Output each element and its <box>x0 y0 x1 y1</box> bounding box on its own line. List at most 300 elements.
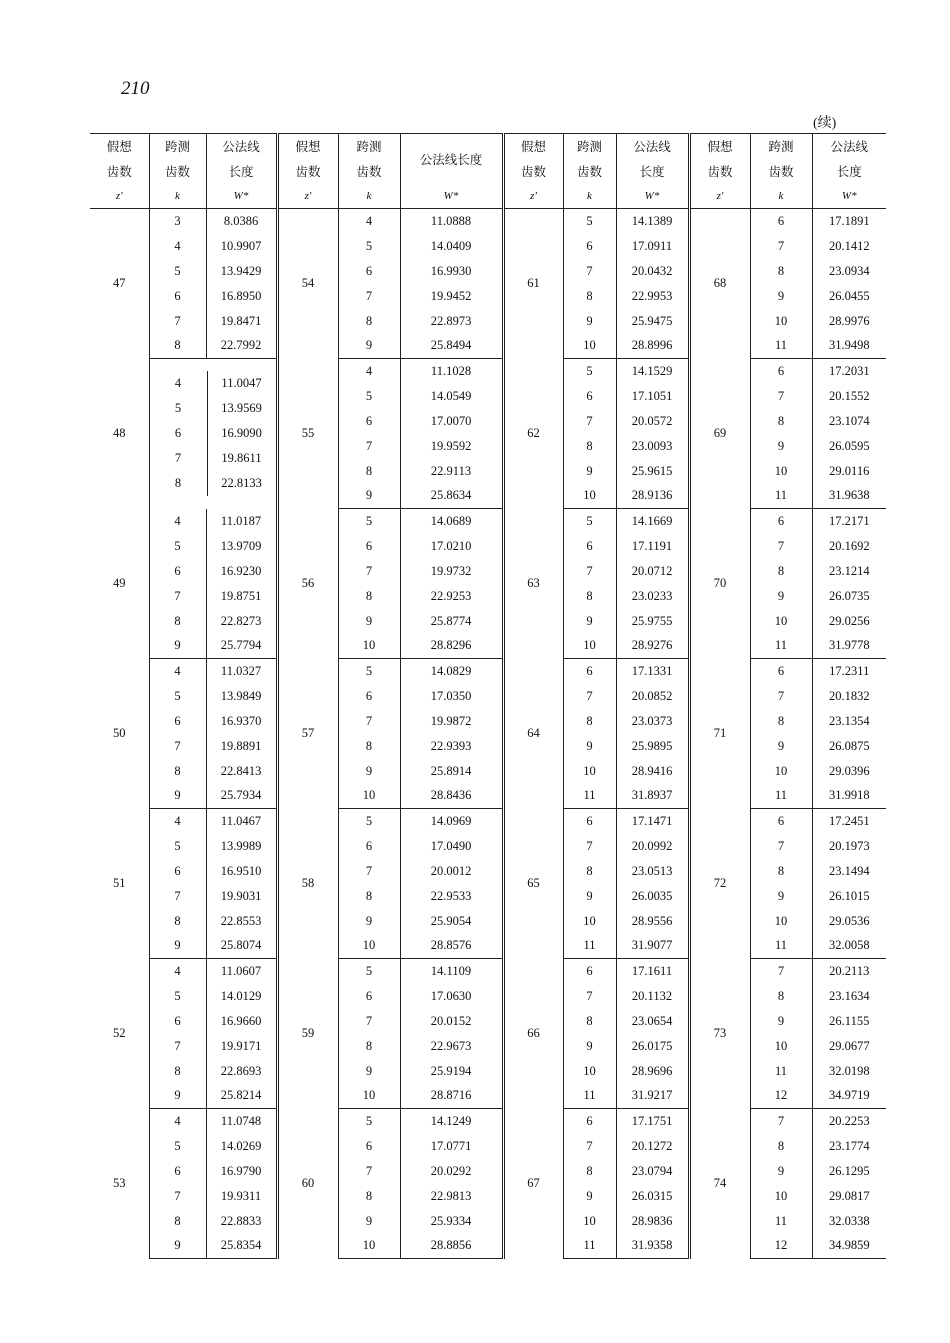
k-cell: 7 <box>563 684 616 709</box>
w-cell: 25.9194 <box>400 1059 503 1084</box>
w-cell: 17.0630 <box>400 984 503 1009</box>
k-cell: 9 <box>563 734 616 759</box>
k-cell: 7 <box>338 1159 400 1184</box>
k-cell: 8 <box>563 859 616 884</box>
k-cell: 10 <box>338 1084 400 1109</box>
w-cell: 22.8973 <box>400 309 503 334</box>
w-cell: 23.0373 <box>616 709 689 734</box>
w-cell: 14.0409 <box>400 234 503 259</box>
w-cell: 28.9976 <box>812 309 886 334</box>
z-prime-cell: 66 <box>503 959 563 1109</box>
w-cell: 16.9790 <box>206 1159 277 1184</box>
k-cell: 8 <box>149 759 206 784</box>
z-prime-cell: 58 <box>277 809 338 959</box>
k-cell: 9 <box>149 1084 206 1109</box>
k-cell: 12 <box>750 1234 812 1259</box>
k-cell: 6 <box>750 209 812 234</box>
table-row <box>90 209 886 234</box>
k-cell: 8 <box>563 1009 616 1034</box>
k-cell: 8 <box>563 709 616 734</box>
w-cell: 23.1214 <box>812 559 886 584</box>
k-cell: 8 <box>750 984 812 1009</box>
k-cell: 5 <box>338 1109 400 1134</box>
k-cell: 8 <box>563 284 616 309</box>
k-cell: 6 <box>750 509 812 534</box>
k-cell: 5 <box>563 209 616 234</box>
k-cell: 9 <box>338 1209 400 1234</box>
w-cell: 31.9638 <box>812 484 886 509</box>
k-cell: 8 <box>563 1159 616 1184</box>
k-cell: 8 <box>563 584 616 609</box>
w-cell: 11.0327 <box>206 659 277 684</box>
k-cell: 6 <box>149 1159 206 1184</box>
w-cell: 11.0187 <box>206 509 277 534</box>
k-cell: 5 <box>338 234 400 259</box>
table-row <box>90 509 886 534</box>
w-cell: 28.8716 <box>400 1084 503 1109</box>
table-row <box>90 1184 886 1209</box>
k-cell: 8 <box>149 1209 206 1234</box>
k-cell: 8 <box>750 859 812 884</box>
sub-row <box>150 421 276 446</box>
k-cell: 10 <box>750 459 812 484</box>
k-cell: 4 <box>149 659 206 684</box>
k-cell: 3 <box>149 209 206 234</box>
w-cell: 17.0210 <box>400 534 503 559</box>
w-cell: 29.0536 <box>812 909 886 934</box>
k-cell: 10 <box>750 759 812 784</box>
table-row <box>90 1159 886 1184</box>
table-row <box>90 1084 886 1109</box>
z-prime-cell: 74 <box>689 1109 750 1259</box>
k-cell: 5 <box>174 401 182 416</box>
k-cell: 5 <box>563 359 616 384</box>
w-cell: 17.2031 <box>812 359 886 384</box>
k-cell: 11 <box>750 1059 812 1084</box>
k-cell: 10 <box>750 1034 812 1059</box>
w-cell: 31.9498 <box>812 334 886 359</box>
w-cell: 25.9895 <box>616 734 689 759</box>
w-cell: 23.0233 <box>616 584 689 609</box>
w-cell: 17.1051 <box>616 384 689 409</box>
w-cell: 17.1331 <box>616 659 689 684</box>
k-cell: 7 <box>149 1184 206 1209</box>
k-cell: 9 <box>149 634 206 659</box>
k-cell: 7 <box>563 259 616 284</box>
w-cell: 20.1552 <box>812 384 886 409</box>
table-row <box>90 1209 886 1234</box>
header-cell: 齿数 <box>149 159 206 184</box>
k-cell: 9 <box>750 284 812 309</box>
w-cell: 20.2253 <box>812 1109 886 1134</box>
w-cell: 14.0969 <box>400 809 503 834</box>
z-prime-cell: 72 <box>689 809 750 959</box>
k-cell: 5 <box>338 959 400 984</box>
table-row <box>90 1034 886 1059</box>
sub-row <box>150 396 276 421</box>
k-cell: 6 <box>338 534 400 559</box>
table-row <box>90 909 886 934</box>
w-cell: 29.0677 <box>812 1034 886 1059</box>
k-cell: 9 <box>338 759 400 784</box>
k-cell: 10 <box>750 1184 812 1209</box>
w-cell: 23.0093 <box>616 434 689 459</box>
table-row <box>90 984 886 1009</box>
k-cell: 8 <box>338 1184 400 1209</box>
w-cell: 31.9778 <box>812 634 886 659</box>
z-prime-cell: 53 <box>113 1176 126 1190</box>
z-prime-cell: 67 <box>503 1109 563 1259</box>
w-cell: 22.8273 <box>206 609 277 634</box>
w-cell: 25.9054 <box>400 909 503 934</box>
w-cell: 19.9171 <box>206 1034 277 1059</box>
z-prime-cell: 54 <box>277 209 338 359</box>
k-cell: 7 <box>338 434 400 459</box>
k-cell: 8 <box>149 609 206 634</box>
w-cell: 26.1015 <box>812 884 886 909</box>
k-cell: 6 <box>338 684 400 709</box>
w-cell: 11.0748 <box>206 1109 277 1134</box>
k-cell: 7 <box>563 834 616 859</box>
w-cell: 16.9510 <box>206 859 277 884</box>
z-prime-cell: 59 <box>277 959 338 1109</box>
w-cell: 22.9953 <box>616 284 689 309</box>
w-cell: 19.8891 <box>206 734 277 759</box>
k-cell: 6 <box>174 426 182 441</box>
w-cell: 19.8751 <box>206 584 277 609</box>
k-cell: 11 <box>563 1234 616 1259</box>
w-cell: 17.1751 <box>616 1109 689 1134</box>
k-cell: 9 <box>750 734 812 759</box>
header-cell: 假想 <box>689 134 750 159</box>
k-cell: 6 <box>149 859 206 884</box>
k-cell: 4 <box>338 359 400 384</box>
k-cell: 12 <box>750 1084 812 1109</box>
w-cell: 26.0315 <box>616 1184 689 1209</box>
z-prime-cell: 47 <box>113 276 126 291</box>
k-cell: 11 <box>750 484 812 509</box>
header-symbol: W* <box>616 184 689 209</box>
w-cell: 19.9732 <box>400 559 503 584</box>
sub-row <box>150 371 276 396</box>
k-cell: 6 <box>149 559 206 584</box>
w-cell: 14.0129 <box>206 984 277 1009</box>
w-cell: 17.0771 <box>400 1134 503 1159</box>
k-cell: 8 <box>563 434 616 459</box>
k-cell: 5 <box>563 509 616 534</box>
k-cell: 6 <box>750 659 812 684</box>
z-prime-cell: 56 <box>277 509 338 659</box>
table-row <box>90 709 886 734</box>
w-cell: 14.0269 <box>206 1134 277 1159</box>
header-symbol: k <box>338 184 400 209</box>
w-cell: 28.9416 <box>616 759 689 784</box>
w-cell: 16.9660 <box>206 1009 277 1034</box>
k-cell: 4 <box>149 509 206 534</box>
table-row <box>90 1134 886 1159</box>
k-cell: 8 <box>338 884 400 909</box>
table-row <box>90 309 886 334</box>
k-cell: 6 <box>750 359 812 384</box>
header-cell: 齿数 <box>106 165 132 179</box>
w-cell: 14.0689 <box>400 509 503 534</box>
k-cell: 11 <box>563 1084 616 1109</box>
w-cell: 17.1191 <box>616 534 689 559</box>
k-cell: 11 <box>563 784 616 809</box>
w-cell: 11.1028 <box>400 359 503 384</box>
w-cell: 29.0817 <box>812 1184 886 1209</box>
z-prime-cell: 49 <box>113 576 126 590</box>
k-cell: 8 <box>149 1059 206 1084</box>
z-prime-cell: 65 <box>503 809 563 959</box>
w-cell: 20.1272 <box>616 1134 689 1159</box>
page-number: 210 <box>121 78 150 99</box>
header-cell: 跨测 <box>563 134 616 159</box>
w-cell: 14.1389 <box>616 209 689 234</box>
k-cell: 7 <box>750 234 812 259</box>
w-cell: 25.9615 <box>616 459 689 484</box>
k-cell: 11 <box>750 1209 812 1234</box>
k-cell: 6 <box>149 1009 206 1034</box>
table-row <box>90 934 886 959</box>
k-cell: 9 <box>563 309 616 334</box>
w-cell: 22.9113 <box>400 459 503 484</box>
w-cell: 28.9556 <box>616 909 689 934</box>
k-cell: 4 <box>149 809 206 834</box>
w-cell: 20.0992 <box>616 834 689 859</box>
k-cell: 6 <box>563 659 616 684</box>
z-prime-cell: 63 <box>503 509 563 659</box>
w-cell: 22.8553 <box>206 909 277 934</box>
w-cell: 26.0175 <box>616 1034 689 1059</box>
w-cell: 23.0794 <box>616 1159 689 1184</box>
w-cell: 11.0607 <box>206 959 277 984</box>
k-cell: 8 <box>338 309 400 334</box>
z-prime-cell: 51 <box>113 876 126 890</box>
header-symbol: W* <box>206 184 277 209</box>
w-cell: 29.0116 <box>812 459 886 484</box>
w-cell: 14.1669 <box>616 509 689 534</box>
k-cell: 7 <box>563 1134 616 1159</box>
k-cell: 5 <box>149 534 206 559</box>
gear-span-table <box>90 133 886 1259</box>
k-cell: 10 <box>563 759 616 784</box>
table-header <box>90 134 886 209</box>
k-cell: 10 <box>750 609 812 634</box>
continued-label: (续) <box>813 116 837 131</box>
k-cell: 11 <box>750 934 812 959</box>
table-row <box>90 559 886 584</box>
table-row <box>90 959 886 984</box>
table-row <box>90 334 886 359</box>
k-cell: 9 <box>149 934 206 959</box>
k-cell: 6 <box>563 234 616 259</box>
k-cell: 7 <box>750 684 812 709</box>
k-cell: 4 <box>338 209 400 234</box>
z-prime-cell: 62 <box>503 359 563 509</box>
w-cell: 17.1471 <box>616 809 689 834</box>
header-cell: 齿数 <box>750 159 812 184</box>
z-prime-cell: 60 <box>277 1109 338 1259</box>
w-cell: 22.9253 <box>400 584 503 609</box>
k-cell: 10 <box>338 1234 400 1259</box>
w-cell: 22.9673 <box>400 1034 503 1059</box>
w-cell: 16.8950 <box>206 284 277 309</box>
w-cell: 28.8996 <box>616 334 689 359</box>
table-row <box>90 609 886 634</box>
k-cell: 10 <box>563 334 616 359</box>
k-cell: 8 <box>174 476 182 491</box>
w-cell: 22.7992 <box>206 334 277 359</box>
k-cell <box>149 359 277 509</box>
w-cell: 28.8296 <box>400 634 503 659</box>
header-symbol: z' <box>90 184 149 209</box>
w-cell: 31.9358 <box>616 1234 689 1259</box>
k-cell: 10 <box>563 1209 616 1234</box>
k-cell: 5 <box>149 684 206 709</box>
w-cell: 22.9393 <box>400 734 503 759</box>
k-cell: 7 <box>338 284 400 309</box>
z-prime-cell: 70 <box>689 509 750 659</box>
w-cell: 19.8611 <box>207 446 276 471</box>
w-cell: 19.9592 <box>400 434 503 459</box>
k-cell: 6 <box>149 709 206 734</box>
k-cell: 10 <box>563 484 616 509</box>
k-cell: 7 <box>750 834 812 859</box>
z-prime-cell: 71 <box>689 659 750 809</box>
w-cell: 26.0875 <box>812 734 886 759</box>
k-cell: 9 <box>750 584 812 609</box>
table-row <box>90 284 886 309</box>
header-cell: 跨测 <box>750 134 812 159</box>
header-cell: 长度 <box>812 159 886 184</box>
w-cell: 31.9077 <box>616 934 689 959</box>
k-cell: 5 <box>338 384 400 409</box>
k-cell: 7 <box>750 534 812 559</box>
k-cell: 7 <box>750 959 812 984</box>
w-cell: 34.9719 <box>812 1084 886 1109</box>
w-cell: 25.7934 <box>206 784 277 809</box>
header-cell: 长度 <box>206 159 277 184</box>
k-cell: 7 <box>174 451 182 466</box>
table-row <box>90 734 886 759</box>
w-cell: 20.1412 <box>812 234 886 259</box>
k-cell: 10 <box>338 634 400 659</box>
k-cell: 7 <box>149 734 206 759</box>
k-cell: 11 <box>563 934 616 959</box>
w-cell: 13.9849 <box>206 684 277 709</box>
w-cell: 29.0256 <box>812 609 886 634</box>
k-cell: 9 <box>563 1034 616 1059</box>
k-cell: 11 <box>750 334 812 359</box>
header-cell: 长度 <box>616 159 689 184</box>
w-cell: 28.8856 <box>400 1234 503 1259</box>
table-row <box>90 1009 886 1034</box>
k-cell: 8 <box>149 334 206 359</box>
w-cell: 14.1249 <box>400 1109 503 1134</box>
w-cell: 20.0712 <box>616 559 689 584</box>
gear-span-table-frame <box>90 133 886 1259</box>
k-cell: 4 <box>149 959 206 984</box>
w-cell: 14.1529 <box>616 359 689 384</box>
header-symbol: W* <box>812 184 886 209</box>
sub-table <box>150 371 276 496</box>
k-cell: 9 <box>149 1234 206 1259</box>
w-cell: 19.9872 <box>400 709 503 734</box>
w-cell: 26.0735 <box>812 584 886 609</box>
w-cell: 28.9136 <box>616 484 689 509</box>
header-cell: 公法线 <box>812 134 886 159</box>
w-cell: 13.9709 <box>206 534 277 559</box>
w-cell: 23.1634 <box>812 984 886 1009</box>
k-cell: 5 <box>149 1134 206 1159</box>
k-cell: 8 <box>338 459 400 484</box>
sub-row <box>150 471 276 496</box>
k-cell: 6 <box>563 534 616 559</box>
table-row <box>90 1234 886 1259</box>
w-cell: 16.9930 <box>400 259 503 284</box>
k-cell: 8 <box>338 1034 400 1059</box>
k-cell: 9 <box>750 1159 812 1184</box>
w-cell: 25.8354 <box>206 1234 277 1259</box>
k-cell: 7 <box>338 1009 400 1034</box>
w-cell: 25.8214 <box>206 1084 277 1109</box>
table-row <box>90 684 886 709</box>
w-cell: 11.0467 <box>206 809 277 834</box>
w-cell: 26.0595 <box>812 434 886 459</box>
k-cell: 9 <box>338 609 400 634</box>
w-cell: 22.8413 <box>206 759 277 784</box>
w-cell: 19.9031 <box>206 884 277 909</box>
w-cell: 32.0058 <box>812 934 886 959</box>
header-cell: 齿数 <box>277 159 338 184</box>
k-cell: 8 <box>750 259 812 284</box>
w-cell: 28.8436 <box>400 784 503 809</box>
k-cell: 4 <box>149 234 206 259</box>
w-cell: 16.9090 <box>207 421 276 446</box>
table-row <box>90 784 886 809</box>
k-cell: 10 <box>563 1059 616 1084</box>
w-cell: 20.1692 <box>812 534 886 559</box>
k-cell: 7 <box>750 1109 812 1134</box>
k-cell: 6 <box>149 284 206 309</box>
w-cell: 20.0432 <box>616 259 689 284</box>
w-cell: 17.0911 <box>616 234 689 259</box>
header-cell: 假想 <box>277 134 338 159</box>
k-cell: 6 <box>750 809 812 834</box>
w-cell: 23.1354 <box>812 709 886 734</box>
w-cell: 23.0513 <box>616 859 689 884</box>
table-row <box>90 234 886 259</box>
w-cell: 26.0455 <box>812 284 886 309</box>
w-cell: 17.2171 <box>812 509 886 534</box>
w-cell: 17.0490 <box>400 834 503 859</box>
header-cell: 公法线 <box>206 134 277 159</box>
w-cell: 17.2451 <box>812 809 886 834</box>
w-cell: 13.9569 <box>207 396 276 421</box>
w-cell: 20.0572 <box>616 409 689 434</box>
header-cell: 假想 <box>503 134 563 159</box>
k-cell: 5 <box>338 809 400 834</box>
w-cell: 23.0934 <box>812 259 886 284</box>
k-cell: 11 <box>750 634 812 659</box>
w-cell: 20.1132 <box>616 984 689 1009</box>
k-cell: 9 <box>338 1059 400 1084</box>
header-cell: 齿数 <box>563 159 616 184</box>
w-cell: 25.9475 <box>616 309 689 334</box>
w-cell: 22.8693 <box>206 1059 277 1084</box>
k-cell: 10 <box>563 634 616 659</box>
